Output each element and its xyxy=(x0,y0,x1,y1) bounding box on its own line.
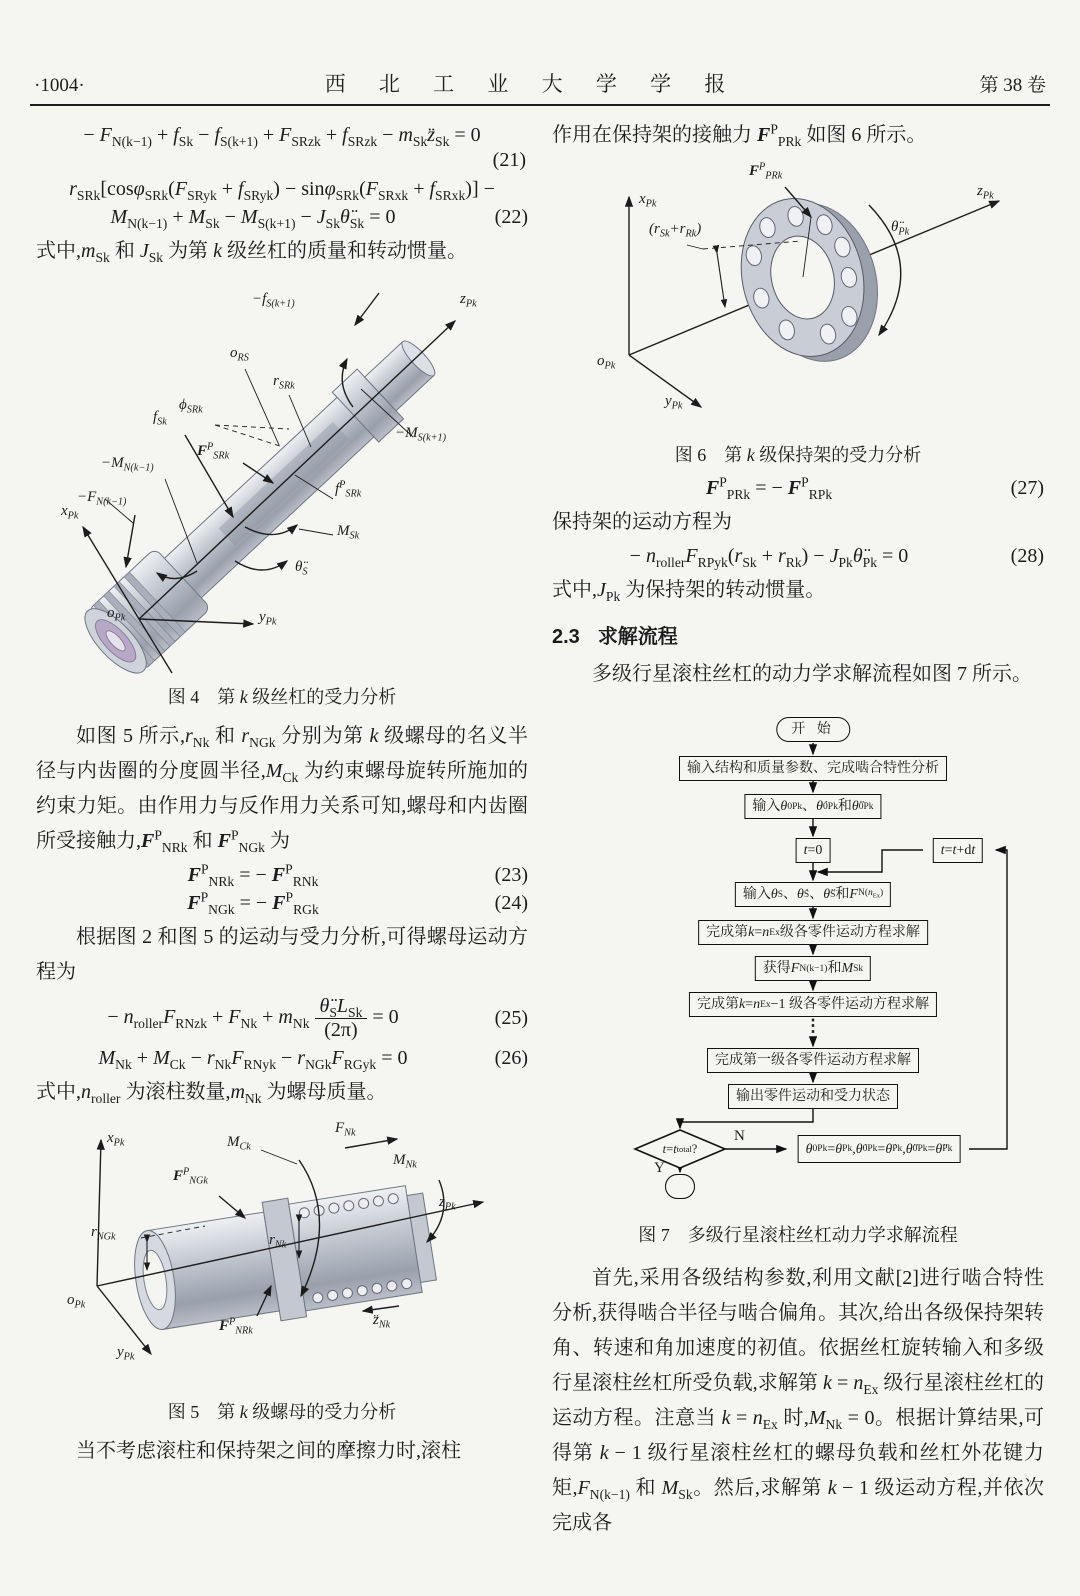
equation-25-fraction: $\frac{\thetä_SL_{Sk}}{(2\pi)}$ xyxy=(315,995,368,1042)
equation-27-number: (27) xyxy=(1010,477,1044,499)
paragraph-2: 根据图 2 和图 5 的运动与受力分析,可得螺母运动方程为 xyxy=(36,926,528,983)
flow-t-increment: t = t +d t xyxy=(933,838,983,863)
equation-21: − $F_{N(k-1)} + f_{Sk} - f_{S(k+1)} + F_{SRzk} + f_{SRzk}$ − $m_{Sk}z̈_{Sk} = 0$ xyxy=(83,124,481,149)
equation-27: $F^P_{PRk}$ = − $F^P_{RPk}$ (27) xyxy=(705,474,1044,502)
fig6-label-y-axis: $y_{Pk}$ xyxy=(665,393,683,412)
fig4-label-F-srk: $F^P_{SRk}$ xyxy=(197,441,230,462)
flow-no-label: N xyxy=(734,1128,745,1144)
paragraph-4: 当不考虑滚柱和保持架之间的摩擦力时,滚柱 xyxy=(76,1440,461,1462)
equation-22-number: (22) xyxy=(494,206,528,228)
fig5-label-z-axis: $z_{Pk}$ xyxy=(439,1194,456,1213)
fig4-label-fp-srk: $f^P_{SRk}$ xyxy=(335,479,362,500)
fig6-label-rsk-rrk: $(r_{Sk}+r_{Rk})$ xyxy=(649,221,702,240)
fig4-label-phi-srk: $\phi_{SRk}$ xyxy=(179,397,203,416)
figure-4-caption: 图 4 第 k 级丝杠的受力分析 xyxy=(167,687,397,707)
flow-solve-stage-nex: 完成第 k = n Ex 级各零件运动方程求解 xyxy=(698,920,928,945)
header-rule xyxy=(30,104,1050,106)
figure-5 xyxy=(47,1118,517,1390)
journal-title: 西 北 工 业 大 学 学 报 xyxy=(324,72,740,96)
fig6-label-z-axis: $z_{Pk}$ xyxy=(977,183,994,202)
fig4-label-x-axis: $x_{Pk}$ xyxy=(61,503,79,522)
page-header xyxy=(34,68,1046,98)
fig5-label-z-nk: $z̈_{Nk}$ xyxy=(373,1312,391,1331)
fig4-label-m-sk1: $-M_{S(k+1)}$ xyxy=(395,425,446,444)
paragraph-r5: 首先,采用各级结构参数,利用文献[2]进行啮合特性分析,获得啮合半径与啮合偏角。其次,给出各级保持架转角、转速和角加速度的初值。依据丝杠旋转输入和多级行星滚柱丝杠所受负载,求解第 $k = n_{Ex}$ 级行星滚柱丝杠的运动方程。注意当 $k = n_{Ex}$ 时$,M_{Nk} = 0$。根据计算结果,可得第 k − 1 级行星滚柱丝杠的螺母负载和丝杠外花键力矩$,F_{N(k-1)}$ 和 $M_{Sk}$。然后,求解第 k − 1 级运动方程,并依次完成各 xyxy=(552,1267,1045,1534)
fig5-label-m-nk: $M_{Nk}$ xyxy=(393,1152,417,1171)
paragraph-eq22-note: 式中$,m_{Sk}$ 和 $J_{Sk}$ 为第 k 级丝杠的质量和转动惯量。 xyxy=(36,240,467,265)
figure-5-caption: 图 5 第 k 级螺母的受力分析 xyxy=(167,1402,397,1422)
paragraph-r4: 多级行星滚柱丝杠的动力学求解流程如图 7 所示。 xyxy=(592,663,1032,685)
paragraph-1: 如图 5 所示$,r_{Nk}$ 和 $r_{NGk}$ 分别为第 k 级螺母的名义半径与内齿圈的分度圆半径$,M_{Ck}$ 为约束螺母旋转所施加的约束力矩。由作用力与反作用力关系可知,螺母和内齿圈所受接触力$,F^P_{NRk}$ 和 $F^P_{NGk}$ 为 xyxy=(36,725,529,855)
flow-ellipsis: ⋮ xyxy=(804,1016,822,1035)
flow-obtain-forces: 获得 F N(k−1) 和 M Sk xyxy=(755,956,871,981)
fig5-label-f-nrk: $F^P_{NRk}$ xyxy=(219,1316,253,1337)
paragraph-r2: 保持架的运动方程为 xyxy=(552,511,732,533)
flow-solve-stage-nex-1: 完成第 k = n Ex −1 级各零件运动方程求解 xyxy=(689,992,937,1017)
fig5-label-x-axis: $x_{Pk}$ xyxy=(107,1130,125,1149)
left-column xyxy=(36,118,528,1469)
flow-input-theta-load: 输入 θ S 、 θ̇ S 、 θ̈ S 和 F $N(n_{Ex})$ xyxy=(735,882,891,907)
fig5-label-o-pk: $o_{Pk}$ xyxy=(67,1292,86,1311)
figure-6 xyxy=(553,161,1043,433)
fig6-label-o-pk: $o_{Pk}$ xyxy=(597,353,616,372)
equation-23: $F^P_{NRk}$ = − $F^P_{RNk}$ (23) xyxy=(187,861,528,889)
equation-24: $F^P_{NGk}$ = − $F^P_{RGk}$ (24) xyxy=(187,889,528,917)
fig4-label-f-sk1: $-f_{S(k+1)}$ xyxy=(252,291,295,310)
paragraph-r3: 式中$,J_{Pk}$ 为保持架的转动惯量。 xyxy=(552,579,826,604)
fig5-label-m-ck: $M_{Ck}$ xyxy=(227,1134,251,1153)
volume-label: 第 38 卷 xyxy=(979,75,1046,96)
fig5-label-f-ngk: $F^P_{NGk}$ xyxy=(173,1166,208,1187)
flow-yes-label: Y xyxy=(654,1160,665,1176)
figure-6-caption: 图 6 第 k 级保持架的受力分析 xyxy=(674,445,922,465)
figure-4 xyxy=(47,277,517,675)
fig4-label-f-sk: $f_{Sk}$ xyxy=(153,409,167,428)
fig4-label-o-pk: $o_{Pk}$ xyxy=(107,605,126,624)
paragraph-r1: 作用在保持架的接触力 $F^P_{PRk}$ 如图 6 所示。 xyxy=(552,121,927,149)
equation-28-number: (28) xyxy=(1010,545,1044,567)
equation-21-number: (21) xyxy=(492,149,526,171)
equation-25: − $n_{roller}F_{RNzk} + F_{Nk} + m_{Nk}$ $\frac{\thetä_SL_{Sk}}{(2\pi)}$ = 0 (25) xyxy=(107,995,528,1041)
fig5-label-f-nk: $F_{Nk}$ xyxy=(335,1120,356,1139)
right-column xyxy=(552,118,1044,1541)
fig4-label-m-sk: $M_{Sk}$ xyxy=(337,523,360,542)
flow-output-states: 输出零件运动和受力状态 xyxy=(728,1084,898,1109)
page-number: ·1004· xyxy=(34,75,85,96)
equation-25-number: (25) xyxy=(494,1007,528,1029)
section-title: 求解流程 xyxy=(597,626,678,648)
fig4-label-o-rs: $o_{RS}$ xyxy=(230,345,249,364)
flow-t-equals-0: t =0 xyxy=(796,838,831,863)
flow-update-initial-values: θ 0 Pk = θ Pk , θ̇ 0 Pk = θ̇ Pk , θ̈ 0 Pk = θ̈ Pk xyxy=(798,1135,961,1163)
equation-23-number: (23) xyxy=(494,864,528,886)
fig4-label-y-axis: $y_{Pk}$ xyxy=(259,609,277,628)
figure-7-flowchart xyxy=(552,702,1042,1207)
fig5-label-r-ngk: $r_{NGk}$ xyxy=(91,1224,116,1243)
fig4-label-f-nk1: $-F_{N(k-1)}$ xyxy=(77,489,127,508)
flow-start-node: 开 始 xyxy=(776,717,850,742)
section-number: 2.3 xyxy=(552,626,580,648)
equation-22-line1: $r_{SRk}[\cos\varphi_{SRk}(F_{SRyk} + f_{SRyk}) - \sin\varphi_{SRk}(F_{SRxk} + f_{SRxk})]$ − xyxy=(69,178,495,203)
flow-input-initial-values: 输入 θ 0 Pk 、 θ̇ 0 Pk 和 θ̈ 0 Pk xyxy=(744,794,881,819)
fig4-label-theta-s: $\thetä_S$ xyxy=(295,559,308,578)
flow-end-node2 xyxy=(665,1174,695,1199)
equation-26-number: (26) xyxy=(494,1047,528,1069)
section-heading-2-3 xyxy=(552,620,1044,649)
fig6-label-f-prk: $F^P_{PRk}$ xyxy=(749,161,783,182)
equation-28: − $n_{roller}F_{RPyk}(r_{Sk} + r_{Rk})$ − $J_{Pk}\thetä_{Pk} = 0$ (28) xyxy=(629,545,1044,570)
flow-time-check-decision: t = t total ? xyxy=(662,1141,698,1156)
paragraph-3: 式中$,n_{roller}$ 为滚柱数量$,m_{Nk}$ 为螺母质量。 xyxy=(36,1081,387,1106)
fig6-label-x-axis: $x_{Pk}$ xyxy=(639,191,657,210)
fig4-label-m-nk1: $-M_{N(k-1)}$ xyxy=(101,455,154,474)
equation-24-number: (24) xyxy=(494,892,528,914)
flow-solve-stage-1: 完成第一级各零件运动方程求解 xyxy=(707,1048,919,1073)
flow-input-parameters: 输入结构和质量参数、完成啮合特性分析 xyxy=(679,756,947,781)
fig4-label-r-srk: $r_{SRk}$ xyxy=(273,373,295,392)
fig6-label-theta-pk: $\thetä_{Pk}$ xyxy=(891,219,910,238)
fig5-label-y-axis: $y_{Pk}$ xyxy=(117,1344,135,1363)
figure-7-caption: 图 7 多级行星滚柱丝杠动力学求解流程 xyxy=(638,1225,958,1245)
fig4-label-z-axis: $z_{Pk}$ xyxy=(460,291,477,310)
equation-22: $M_{N(k-1)} + M_{Sk} - M_{S(k+1)}$ − $J_{Sk}\thetä_{Sk} = 0$ (22) xyxy=(110,206,528,231)
equation-26: $M_{Nk} + M_{Ck} - r_{Nk}F_{RNyk} - r_{NGk}F_{RGyk} = 0$ (26) xyxy=(98,1047,528,1072)
figure-6-drawing xyxy=(553,161,1043,433)
fig5-label-r-nk: $r_{Nk}$ xyxy=(269,1232,287,1251)
